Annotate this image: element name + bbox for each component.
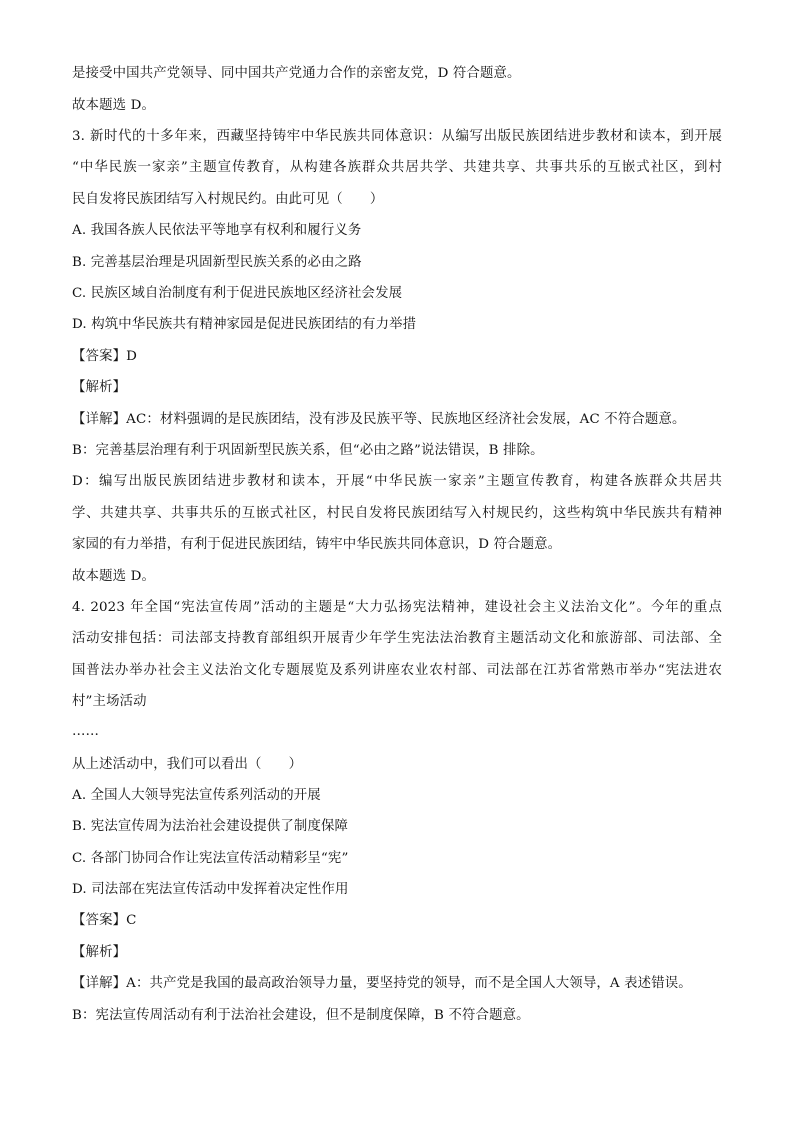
text-line: 故本题选 D。 xyxy=(72,98,155,113)
explanation-line: B：完善基层治理有利于巩固新型民族关系，但“必由之路”说法错误，B 排除。 xyxy=(72,443,544,458)
question-3-stem-line: “中华民族一家亲”主题宣传教育，从构建各族群众共居共学、共建共享、共事共乐的互嵌式社区，到村 xyxy=(72,160,722,175)
analysis-label: 【解析】 xyxy=(72,945,127,960)
option-d: D. 司法部在宪法宣传活动中发挥着决定性作用 xyxy=(72,882,349,897)
conclusion-line: 故本题选 D。 xyxy=(72,569,155,584)
option-b: B. 宪法宣传周为法治社会建设提供了制度保障 xyxy=(72,819,349,834)
option-c: C. 各部门协同合作让宪法宣传活动精彩呈“宪” xyxy=(72,851,349,866)
option-b: B. 完善基层治理是巩固新型民族关系的必由之路 xyxy=(72,255,362,270)
option-c: C. 民族区域自治制度有利于促进民族地区经济社会发展 xyxy=(72,286,403,301)
question-4-stem-line: 4. 2023 年全国“宪法宣传周”活动的主题是“大力弘扬宪法精神，建设社会主义法治文化”。今年的重点 xyxy=(72,600,722,615)
option-d: D. 构筑中华民族共有精神家园是促进民族团结的有力举措 xyxy=(72,317,417,332)
question-4-stem-line: 国普法办举办社会主义法治文化专题展览及系列讲座农业农村部、司法部在江苏省常熟市举办“宪法进农 xyxy=(72,663,722,678)
analysis-label: 【解析】 xyxy=(72,380,127,395)
explanation-line: 【详解】A：共产党是我国的最高政治领导力量，要坚持党的领导，而不是全国人大领导，A 表述错误。 xyxy=(72,976,692,991)
explanation-line: 【详解】AC：材料强调的是民族团结，没有涉及民族平等、民族地区经济社会发展，AC 不符合题意。 xyxy=(72,412,686,427)
answer-label: 【答案】C xyxy=(72,913,137,928)
explanation-line: D：编写出版民族团结进步教材和读本，开展“中华民族一家亲”主题宣传教育，构建各族群众共居共 xyxy=(72,474,722,489)
explanation-line: 学、共建共享、共事共乐的互嵌式社区，村民自发将民族团结写入村规民约，这些构筑中华民族共有精神 xyxy=(72,506,722,521)
answer-label: 【答案】D xyxy=(72,349,138,364)
option-a: A. 我国各族人民依法平等地享有权利和履行义务 xyxy=(72,223,362,238)
question-4-prompt: 从上述活动中，我们可以看出（ ） xyxy=(72,757,303,772)
option-a: A. 全国人大领导宪法宣传系列活动的开展 xyxy=(72,788,321,803)
question-3-stem-line: 民自发将民族团结写入村规民约。由此可见（ ） xyxy=(72,192,384,207)
text-line: 是接受中国共产党领导、同中国共产党通力合作的亲密友党，D 符合题意。 xyxy=(72,66,521,81)
question-3-stem-line: 3. 新时代的十多年来，西藏坚持铸牢中华民族共同体意识：从编写出版民族团结进步教材和读本，到开展 xyxy=(72,129,722,144)
question-4-stem-line: 村”主场活动 xyxy=(72,694,147,709)
explanation-line: 家园的有力举措，有利于促进民族团结，铸牢中华民族共同体意识，D 符合题意。 xyxy=(72,537,562,552)
explanation-line: B：宪法宣传周活动有利于法治社会建设，但不是制度保障，B 不符合题意。 xyxy=(72,1008,530,1023)
ellipsis: …… xyxy=(72,724,100,739)
question-4-stem-line: 活动安排包括：司法部支持教育部组织开展青少年学生宪法法治教育主题活动文化和旅游部、司法部、全 xyxy=(72,631,722,646)
